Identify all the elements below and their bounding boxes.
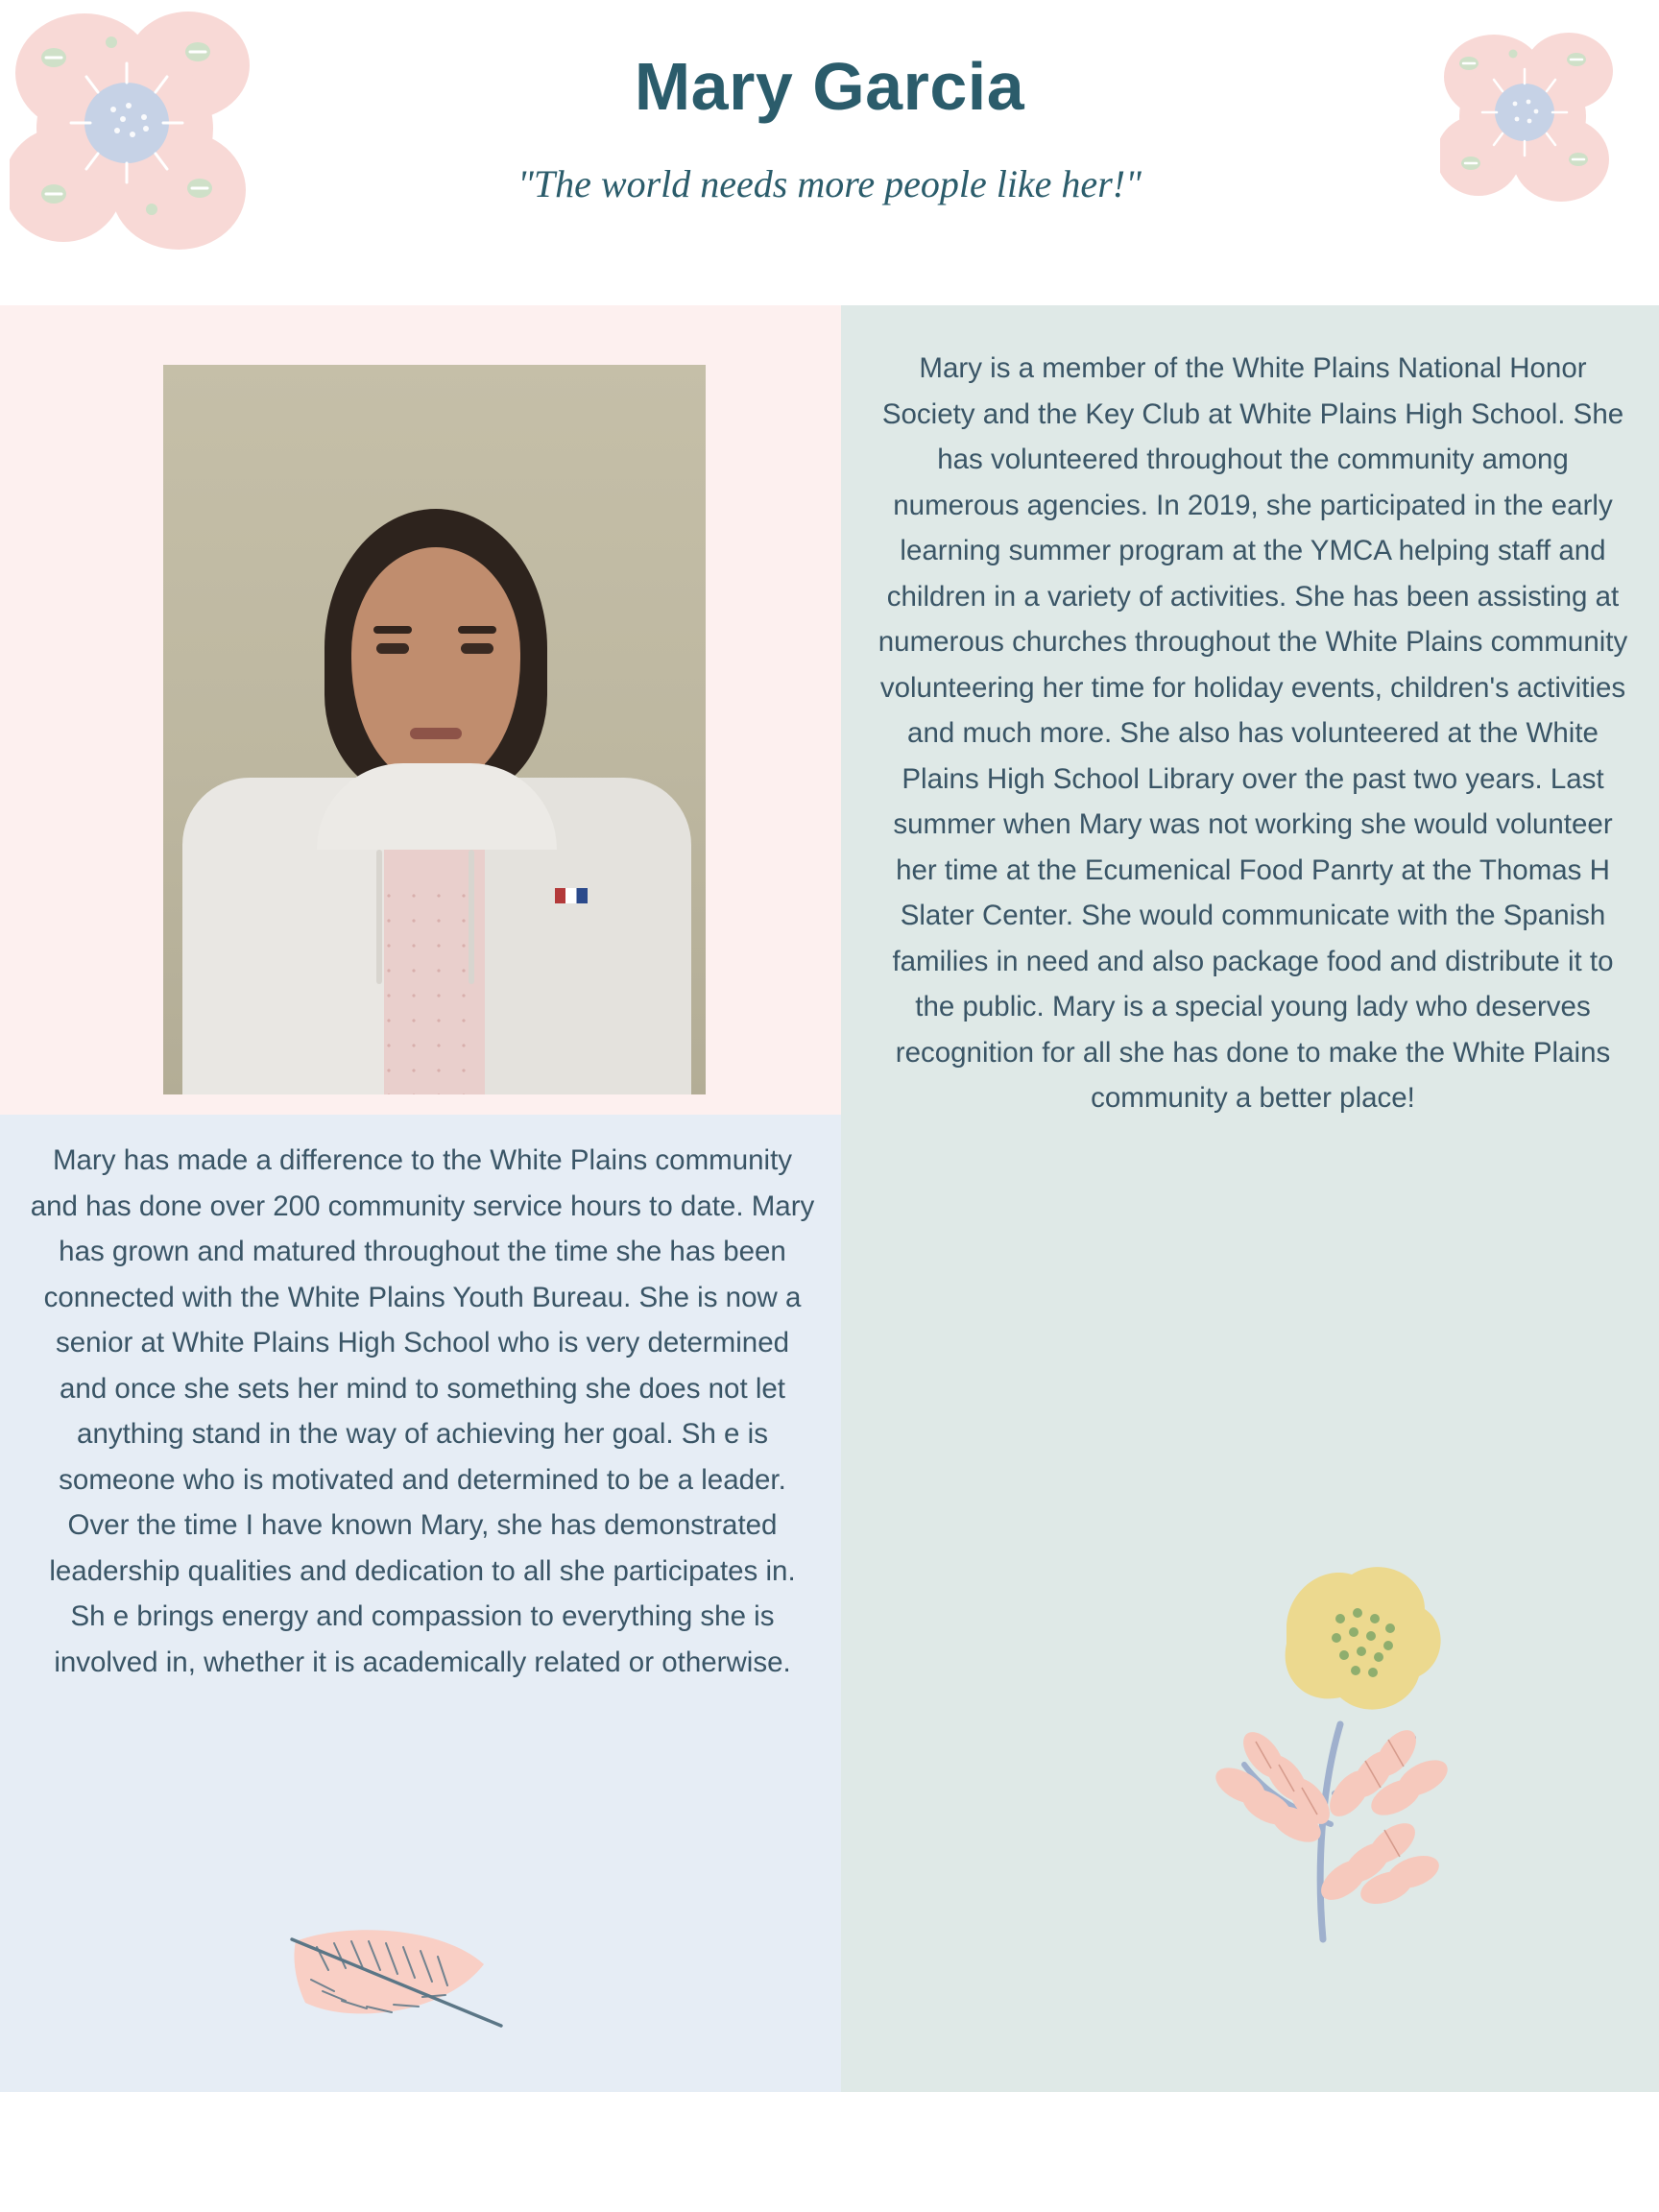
photo-brand-logo xyxy=(555,888,588,903)
photo-drawstring-left xyxy=(376,850,382,984)
photo-face xyxy=(351,547,520,783)
photo-eye-left xyxy=(376,643,409,654)
page-subtitle: "The world needs more people like her!" xyxy=(517,162,1142,205)
photo-mouth xyxy=(410,728,462,739)
right-paragraph: Mary is a member of the White Plains National Honor Society and the Key Club at White Plains High School. She has volunteered throughout the community among numerous agencies. In 2019, she participated in the early learning summer program at the YMCA helping staff and children in a variety of activities. She has been assisting at numerous churches throughout the White Plains community volunteering her time for holiday events, children's activities and much more. She also has volunteered at the White Plains High School Library over the past two years. Last summer when Mary was not working she would volunteer her time at the Ecumenical Food Panrty at the Thomas H Slater Center. She would communicate with the Spanish families in need and also package food and distribute it to the public. Mary is a special young lady who deserves recognition for all she has done to make the White Plains community a better place! xyxy=(878,352,1628,1114)
portrait-photo xyxy=(163,365,706,1094)
footer-spacer xyxy=(0,2092,1659,2212)
photo-eyebrow-right xyxy=(458,626,496,634)
photo-drawstring-right xyxy=(469,850,474,984)
left-paragraph: Mary has made a difference to the White Plains community and has done over 200 community service hours to date. Mary has grown and matured throughout the time she has been connected with the White Plains Youth Bureau. She is now a senior at White Plains High School who is very determined and once she sets her mind to something she does not let anything stand in the way of achieving her goal. Sh e is someone who is motivated and determined to be a leader. Over the time I have known Mary, she has demonstrated leadership qualities and dedication to all she participates in. Sh e brings energy and compassion to everything she is involved in, whether it is academically related or otherwise. xyxy=(30,1144,815,1678)
page-title: Mary Garcia xyxy=(634,49,1025,124)
flower-sprig-icon xyxy=(1152,1536,1507,1949)
leaf-icon xyxy=(278,1920,518,2045)
header xyxy=(0,0,1659,305)
photo-eye-right xyxy=(461,643,493,654)
photo-eyebrow-left xyxy=(373,626,412,634)
